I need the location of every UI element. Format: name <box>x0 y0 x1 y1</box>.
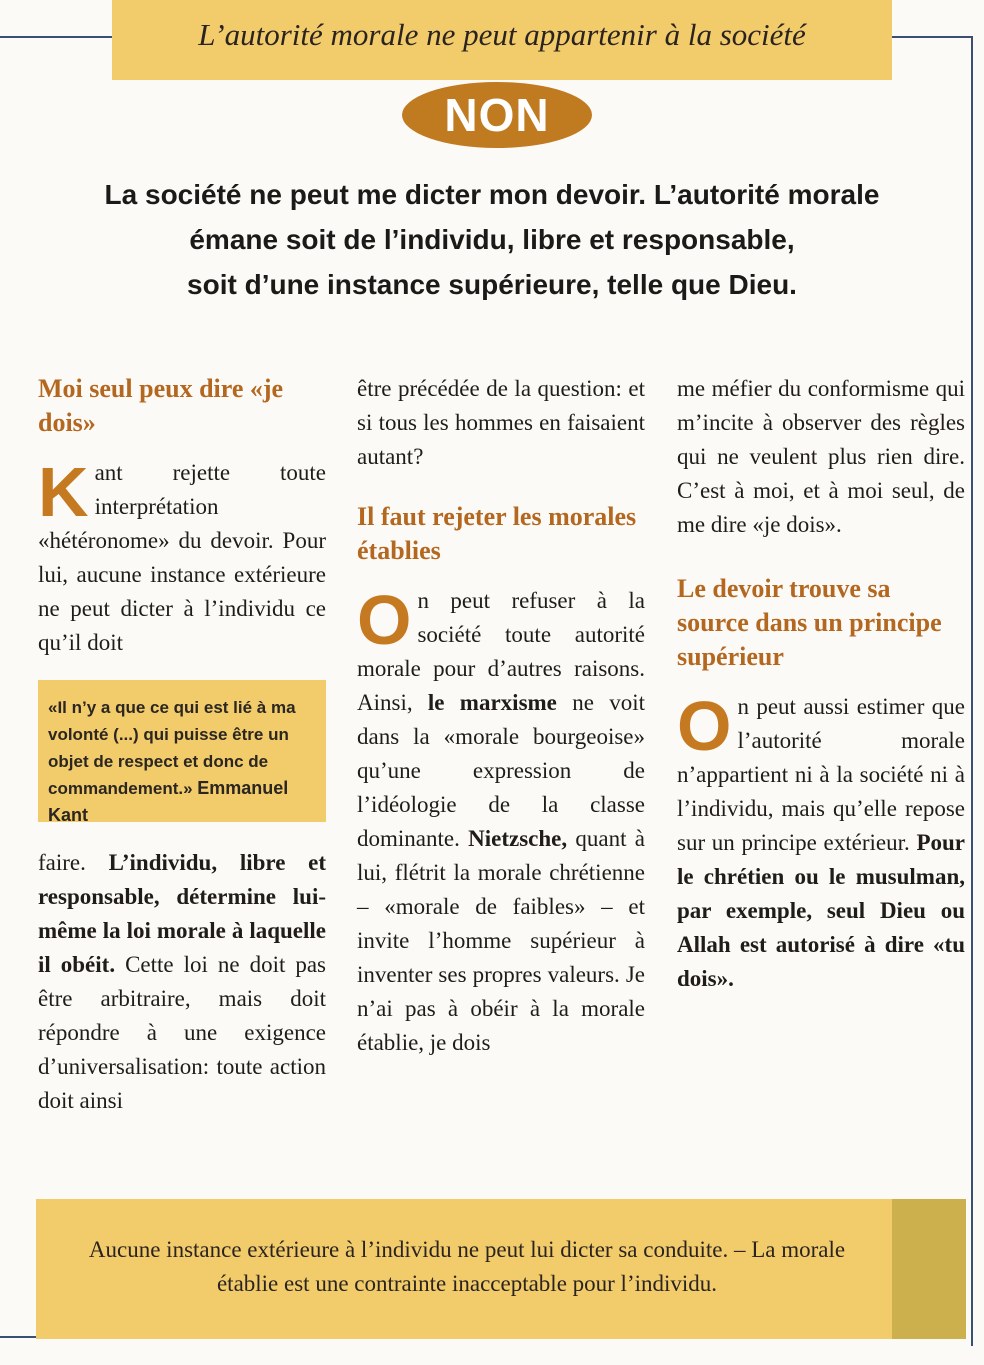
column-2 <box>357 372 645 1060</box>
non-badge <box>402 82 592 148</box>
lead-statement <box>50 172 934 307</box>
title-banner <box>112 0 892 80</box>
summary-stripe <box>892 1199 966 1339</box>
summary-box <box>36 1199 966 1339</box>
paragraph-text: ant rejette toute interprétation «hétéronome» du devoir. Pour lui, aucune instance extérieure ne peut dicter à l’individu ce qu’il doit <box>38 460 326 655</box>
paragraph-text: ne voit dans la «morale bourgeoise» qu’une expression de l’idéologie de la classe dominante. <box>357 690 645 851</box>
dropcap: O <box>677 687 732 765</box>
summary-text: Aucune instance extérieure à l’individu ne peut lui dicter sa conduite. – La morale établie est une contrainte inacceptable pour l’individu. <box>88 1237 846 1296</box>
paragraph-text: n peut aussi estimer que l’autorité morale n’appartient ni à la société ni à l’individu, mais qu’elle repose sur un principe extérieur. <box>677 694 965 855</box>
lead-line: La société ne peut me dicter mon devoir. L’autorité morale <box>104 179 880 210</box>
page-title: L’autorité morale ne peut appartenir à la société <box>198 17 806 52</box>
lead-line: émane soit de l’individu, libre et responsable, <box>189 224 795 255</box>
paragraph <box>677 687 966 996</box>
lead-line: soit d’une instance supérieure, telle que Dieu. <box>187 269 797 300</box>
column-1 <box>38 372 326 1118</box>
dropcap: K <box>38 453 89 531</box>
emphasis-text: Pour le chrétien ou le musulman, par exemple, seul Dieu ou Allah est autorisé à dire «tu dois». <box>677 830 966 991</box>
quote-box <box>38 680 326 825</box>
column-3 <box>677 372 965 996</box>
frame-rule-left <box>0 36 112 38</box>
frame-rule-vertical <box>971 36 973 1346</box>
non-badge-label: NON <box>444 89 550 141</box>
emphasis-text: le marxisme <box>427 690 557 715</box>
quote-text: «Il n’y a que ce qui est lié à ma volonté (...) qui puisse être un objet de respect et donc de commandement.» <box>48 698 296 798</box>
section-heading-kant: Moi seul peux dire «je dois» <box>38 374 284 437</box>
paragraph <box>38 453 326 660</box>
paragraph-text: me méfier du conformisme qui m’incite à observer des règles qui ne veulent plus rien dire. C’est à moi, et à moi seul, de me dire «je dois». <box>677 376 965 537</box>
paragraph <box>357 372 645 474</box>
emphasis-text: L’individu, libre et responsable, détermine lui-même la loi morale à laquelle il obéit. <box>38 850 326 977</box>
paragraph-text: quant à lui, flétrit la morale chrétienne – «morale de faibles» – et invite l’homme supérieur à inventer ses propres valeurs. Je n’ai pas à obéir à la morale établie, je dois <box>357 826 645 1055</box>
paragraph-text: Cette loi ne doit pas être arbitraire, mais doit répondre à une exigence d’universalisation: toute action doit ainsi <box>38 952 327 1113</box>
emphasis-text: Nietzsche, <box>468 826 568 851</box>
section-heading-principe: Le devoir trouve sa source dans un principe supérieur <box>677 574 942 671</box>
paragraph <box>357 581 645 1060</box>
paragraph <box>38 846 326 1118</box>
paragraph-text: n peut refuser à la société toute autorité morale pour d’autres raisons. Ainsi, <box>357 588 645 715</box>
dropcap: O <box>357 581 412 659</box>
section-heading-morales: Il faut rejeter les morales établies <box>357 502 637 565</box>
frame-rule-bottom <box>0 1336 36 1338</box>
paragraph-text: faire. <box>38 850 86 875</box>
frame-rule-right <box>892 36 972 38</box>
paragraph <box>677 372 965 542</box>
paragraph-text: être précédée de la question: et si tous les hommes en faisaient autant? <box>357 376 645 469</box>
quote-author: Emmanuel Kant <box>48 778 289 825</box>
